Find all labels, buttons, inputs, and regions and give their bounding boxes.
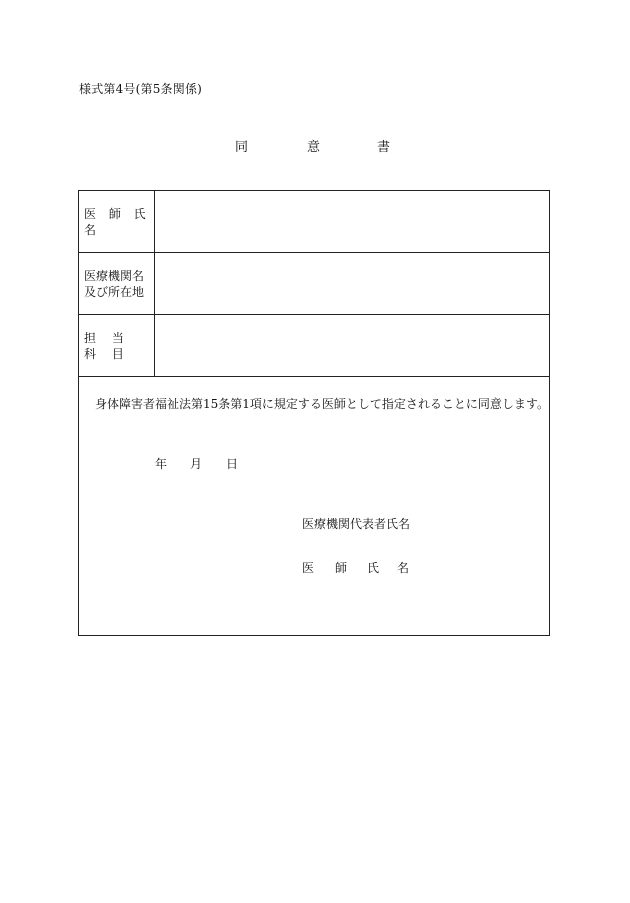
label-cell-institution [79, 253, 155, 314]
department-field[interactable] [155, 315, 549, 376]
doctor-name-field[interactable] [155, 191, 549, 252]
representative-name-label: 医療機関代表者氏名 [302, 517, 411, 531]
doctor-label-char-2: 師 [335, 561, 348, 575]
table-row-department [79, 315, 549, 377]
label-institution-line-1: 医療機関名 [84, 268, 145, 283]
institution-address-field[interactable] [155, 253, 549, 314]
title-char-3: 書 [377, 140, 391, 155]
form-number: 様式第4号(第5条関係) [79, 82, 203, 96]
doctor-label-char-3: 氏 [367, 561, 380, 575]
title-char-1: 同 [235, 140, 249, 155]
doctor-label-char-4: 名 [397, 561, 410, 575]
table-row-institution [79, 253, 549, 315]
title-char-2: 意 [307, 140, 321, 155]
consent-form-table [78, 190, 550, 636]
consent-statement: 身体障害者福祉法第15条第1項に規定する医師として指定されることに同意します。 [95, 397, 549, 411]
date-year-label: 年 [155, 457, 168, 471]
date-day-label: 日 [226, 457, 239, 471]
table-row-doctor-name [79, 191, 549, 253]
label-doctor-name: 医 師 氏 名 [84, 206, 151, 237]
label-cell-department [79, 315, 155, 376]
label-cell-doctor-name [79, 191, 155, 252]
consent-area [79, 377, 549, 635]
doctor-label-char-1: 医 [302, 561, 315, 575]
label-department: 担 当 科 目 [84, 330, 130, 361]
label-institution-line-2: 及び所在地 [84, 284, 145, 299]
date-month-label: 月 [190, 457, 203, 471]
